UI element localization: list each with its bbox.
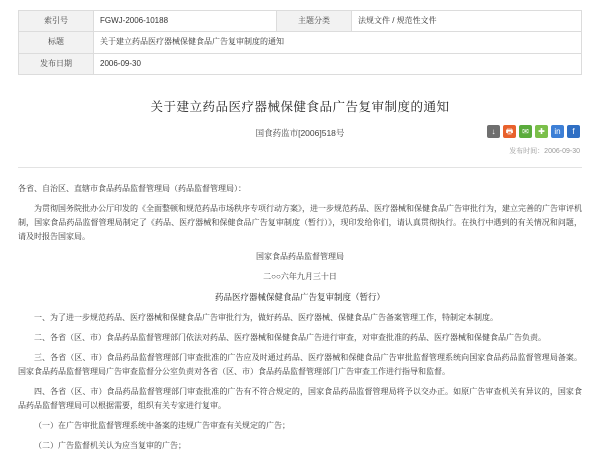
download-icon[interactable]: ↓ <box>487 125 500 138</box>
share-facebook-icon[interactable]: f <box>567 125 580 138</box>
paragraph-item-1: （一）在广告审批监督管理系统中备案的违规广告审查有关规定的广告； <box>34 421 290 431</box>
divider <box>18 167 582 168</box>
paragraph-item-2: （二）广告监督机关认为应当复审的广告； <box>34 441 186 451</box>
section-title: 药品医疗器械保健食品广告复审制度（暂行） <box>214 292 385 303</box>
share-toolbar[interactable] <box>487 125 580 138</box>
share-mail-icon[interactable]: ✉ <box>519 125 532 138</box>
meta-label-index: 索引号 <box>19 11 94 32</box>
meta-value-publish-date: 2006-09-30 <box>94 53 582 74</box>
meta-value-index: FGWJ-2006-10188 <box>94 11 277 32</box>
paragraph-intro: 为贯彻国务院批办公厅印发的《全面整顿和规范药品市场秩序专项行动方案》，进一步规范药品、医疗器械和保健食品广告审批行为，建立完善的广告审评机制，国家食品药品监督管理局制定了《药品、医疗器械和保健食品广告复审制度（暂行）》，现印发给你们，请认真贯彻执行。在执行中遇到的有关情况和问题，请及时报告国家局。 <box>18 204 582 242</box>
paragraph-article-3: 三、各省（区、市）食品药品监督管理部门审查批准的广告应及时通过药品、医疗器械和保健食品广告审批监督管理系统向国家食品药品监督管理局备案。国家食品药品监督管理局广告审查监督分公室负责对各省（区、市）食品药品监督管理部门广告审查工作进行指导和监督。 <box>18 353 582 377</box>
publish-time-label: 发布时间：2006-09-30 <box>509 148 580 155</box>
meta-label-publish-date: 发布日期 <box>19 53 94 74</box>
print-icon[interactable]: 🖶 <box>503 125 516 138</box>
paragraph-article-4: 四、各省（区、市）食品药品监督管理部门审查批准的广告有不符合规定的，国家食品药品监督管理局将予以交办正。如原广告审查机关有异议的，国家食品药品监督管理局可以根据需要，组织有关专家进行复审。 <box>18 387 582 411</box>
document-number: 国食药监市[2006]518号 <box>255 128 345 139</box>
paragraph-article-1: 一、为了进一步规范药品、医疗器械和保健食品广告审批行为，做好药品、医疗器械、保健食品广告备案管理工作，特制定本制度。 <box>34 313 498 323</box>
metadata-table <box>18 10 582 75</box>
table-row <box>19 11 582 32</box>
meta-label-title: 标题 <box>19 32 94 53</box>
meta-label-category: 主题分类 <box>277 11 352 32</box>
page-title: 关于建立药品医疗器械保健食品广告复审制度的通知 <box>150 100 450 115</box>
meta-value-category: 法规文件 / 规范性文件 <box>352 11 582 32</box>
share-linkedin-icon[interactable]: in <box>551 125 564 138</box>
table-row <box>19 53 582 74</box>
share-more-icon[interactable]: ✚ <box>535 125 548 138</box>
paragraph-article-2: 二、各省（区、市）食品药品监督管理部门依法对药品、医疗器械和保健食品广告进行审查，对审查批准的药品、医疗器械和保健食品广告负责。 <box>34 333 546 343</box>
table-row <box>19 32 582 53</box>
signature-agency: 国家食品药品监督管理局 <box>256 252 344 262</box>
signature-date: 二○○六年九月三十日 <box>263 272 337 282</box>
document-body <box>18 182 582 453</box>
paragraph-recipient: 各省、自治区、直辖市食品药品监督管理局（药品监督管理局）： <box>18 184 246 194</box>
meta-value-title: 关于建立药品医疗器械保健食品广告复审制度的通知 <box>94 32 582 53</box>
